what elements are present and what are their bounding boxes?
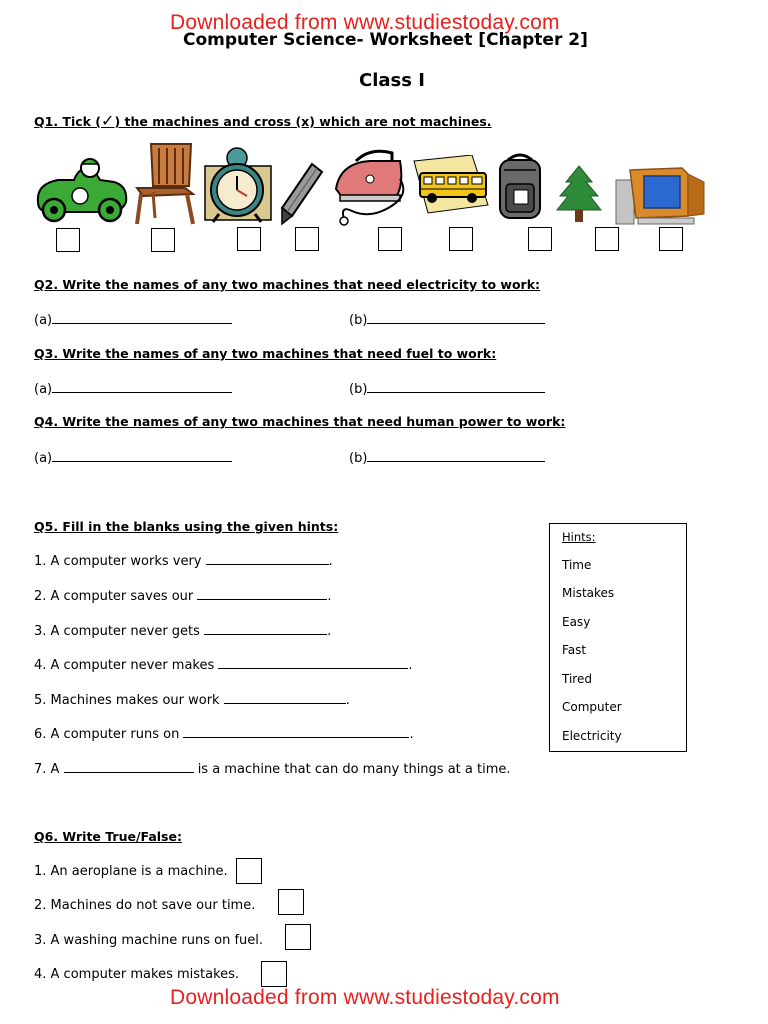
q1-heading xyxy=(34,111,492,130)
answer-blank[interactable] xyxy=(52,380,232,393)
answer-blank[interactable] xyxy=(367,311,545,324)
answer-blank[interactable] xyxy=(367,380,545,393)
school-bus-picture xyxy=(410,155,492,217)
q5-item-text: 6. A computer runs on xyxy=(34,727,184,742)
true-false-box[interactable] xyxy=(236,858,262,884)
hint-item: Fast xyxy=(562,643,587,657)
q1-answer-box[interactable] xyxy=(659,227,683,251)
hint-item: Computer xyxy=(562,700,622,714)
q5-item xyxy=(34,725,414,742)
hint-item: Electricity xyxy=(562,729,622,743)
q5-item xyxy=(34,587,332,604)
q6-heading: Q6. Write True/False: xyxy=(34,829,182,844)
q3-answer-b xyxy=(349,380,545,397)
q5-item xyxy=(34,622,331,639)
q5-heading: Q5. Fill in the blanks using the given hints: xyxy=(34,519,339,534)
tree-picture xyxy=(556,164,602,224)
answer-label: (a) xyxy=(34,451,53,466)
q3-heading: Q3. Write the names of any two machines that need fuel to work: xyxy=(34,346,497,361)
q4-heading: Q4. Write the names of any two machines that need human power to work: xyxy=(34,414,566,429)
page-title: Computer Science- Worksheet [Chapter 2] xyxy=(183,30,588,50)
answer-label: (a) xyxy=(34,313,53,328)
q1-answer-box[interactable] xyxy=(528,227,552,251)
class-label: Class I xyxy=(359,70,425,91)
q5-item xyxy=(34,552,333,569)
answer-label: (b) xyxy=(349,382,368,397)
q6-item: 1. An aeroplane is a machine. xyxy=(34,864,228,879)
alarm-clock-picture xyxy=(197,140,277,226)
answer-blank[interactable] xyxy=(224,691,346,704)
q1-answer-box[interactable] xyxy=(56,228,80,252)
true-false-box[interactable] xyxy=(285,924,311,950)
q6-item: 3. A washing machine runs on fuel. xyxy=(34,933,264,948)
computer-picture xyxy=(612,166,708,226)
answer-label: (b) xyxy=(349,451,368,466)
pencil-picture xyxy=(278,160,326,226)
q5-item xyxy=(34,656,413,673)
q5-item xyxy=(34,760,511,777)
hints-box xyxy=(549,523,687,752)
q1-answer-box[interactable] xyxy=(237,227,261,251)
q5-item-text: 7. A xyxy=(34,762,64,777)
q1-answer-box[interactable] xyxy=(378,227,402,251)
answer-label: (a) xyxy=(34,382,53,397)
q4-answer-b xyxy=(349,449,545,466)
q2-answer-b xyxy=(349,311,545,328)
hints-title: Hints: xyxy=(562,530,596,544)
q5-item-end: . xyxy=(328,554,333,569)
q5-item-end: is a machine that can do many things at a time. xyxy=(193,762,511,777)
q5-item-text: 5. Machines makes our work xyxy=(34,693,224,708)
q5-item-end: . xyxy=(409,727,414,742)
q4-answer-a xyxy=(34,449,232,466)
q5-item-text: 3. A computer never gets xyxy=(34,624,205,639)
backpack-picture xyxy=(494,150,546,222)
answer-blank[interactable] xyxy=(197,587,327,600)
q1-prefix: Q1. Tick ( xyxy=(34,114,102,129)
q5-item-text: 2. A computer saves our xyxy=(34,589,198,604)
q1-suffix: ) the machines and cross (x) which are not machines. xyxy=(114,114,492,129)
true-false-box[interactable] xyxy=(261,961,287,987)
watermark-bottom: Downloaded from www.studiestoday.com xyxy=(170,986,560,1009)
hint-item: Time xyxy=(562,558,592,572)
hint-item: Easy xyxy=(562,615,591,629)
hint-item: Tired xyxy=(562,672,592,686)
answer-blank[interactable] xyxy=(206,552,329,565)
q6-item: 2. Machines do not save our time. xyxy=(34,898,256,913)
answer-blank[interactable] xyxy=(367,449,545,462)
q5-item-text: 1. A computer works very xyxy=(34,554,206,569)
q1-answer-box[interactable] xyxy=(449,227,473,251)
q3-answer-a xyxy=(34,380,232,397)
car-picture xyxy=(30,150,132,230)
q5-item-end: . xyxy=(345,693,350,708)
true-false-box[interactable] xyxy=(278,889,304,915)
q5-item xyxy=(34,691,350,708)
answer-blank[interactable] xyxy=(183,725,409,738)
answer-blank[interactable] xyxy=(52,449,232,462)
q1-answer-box[interactable] xyxy=(595,227,619,251)
q2-answer-a xyxy=(34,311,232,328)
hint-item: Mistakes xyxy=(562,586,615,600)
answer-label: (b) xyxy=(349,313,368,328)
q6-item: 4. A computer makes mistakes. xyxy=(34,967,240,982)
q5-item-end: . xyxy=(327,624,332,639)
check-mark-icon: ✓ xyxy=(101,111,115,130)
answer-blank[interactable] xyxy=(204,622,327,635)
answer-blank[interactable] xyxy=(64,760,194,773)
q2-heading: Q2. Write the names of any two machines that need electricity to work: xyxy=(34,277,541,292)
watermark-top: Downloaded from www.studiestoday.com xyxy=(170,11,560,34)
q5-item-text: 4. A computer never makes xyxy=(34,658,219,673)
q5-item-end: . xyxy=(408,658,413,673)
chair-picture xyxy=(133,140,197,228)
q5-item-end: . xyxy=(327,589,332,604)
iron-picture xyxy=(330,145,410,227)
q1-answer-box[interactable] xyxy=(151,228,175,252)
answer-blank[interactable] xyxy=(52,311,232,324)
answer-blank[interactable] xyxy=(218,656,408,669)
q1-answer-box[interactable] xyxy=(295,227,319,251)
